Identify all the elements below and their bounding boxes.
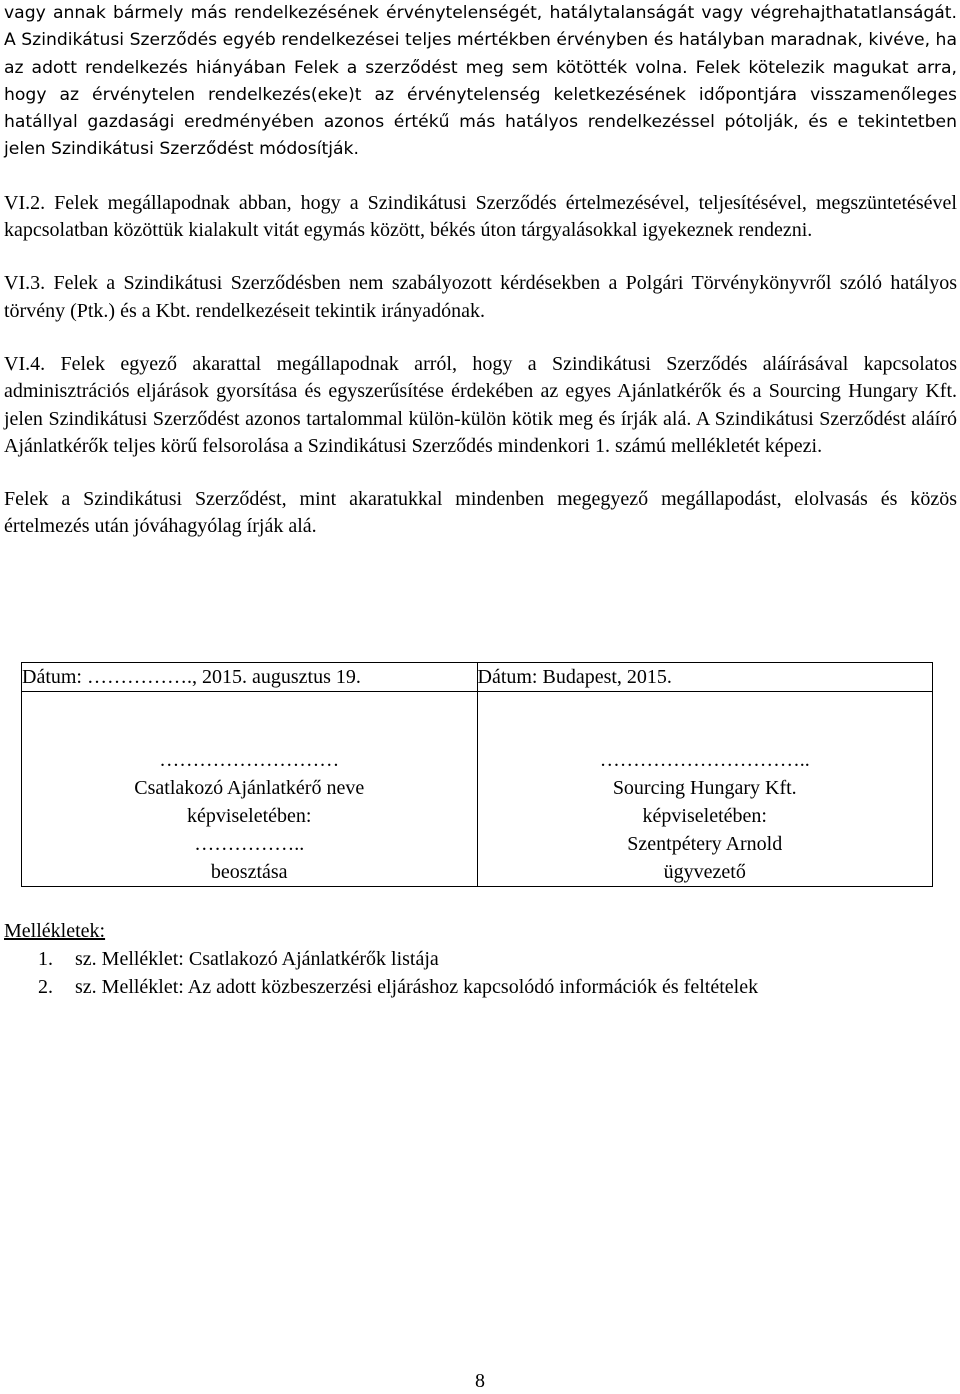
right-signature-block	[477, 692, 933, 887]
left-representative-line: ……………..	[194, 833, 305, 855]
left-representation: képviseletében:	[187, 805, 312, 827]
paragraph-vi-3: VI.3. Felek a Szindikátusi Szerződésben nem szabályozott kérdésekben a Polgári Törvénykönyvről szóló hatályos törvény (Ptk.) és a Kbt. rendelkezéseit tekintik irányadónak.	[4, 272, 957, 322]
right-signature-line: …………………………..	[599, 749, 810, 771]
right-signer-name: Sourcing Hungary Kft.	[612, 777, 797, 799]
paragraph-vi-4: VI.4. Felek egyező akarattal megállapodnak arról, hogy a Szindikátusi Szerződés aláírásával kapcsolatos adminisztrációs eljárások gyorsítása és egyszerűsítése érdekében az egyes Ajánlatkérők és a Sourcing Hungary Kft. jelen Szindikátusi Szerződést azonos tartalommal külön-külön kötik meg és írják alá. A Szindikátusi Szerződést aláíró Ajánlatkérők teljes körű felsorolása a Szindikátusi Szerződés mindenkori 1. számú mellékletét képezi.	[4, 352, 957, 457]
right-representation: képviseletében:	[642, 805, 767, 827]
left-signer-name: Csatlakozó Ajánlatkérő neve	[134, 777, 365, 799]
document-body	[4, 0, 957, 541]
right-date: Dátum: Budapest, 2015.	[477, 666, 672, 688]
attachments-section	[4, 917, 758, 1001]
left-position: beosztása	[210, 861, 288, 883]
paragraph-closing: Felek a Szindikátusi Szerződést, mint akaratukkal mindenben megegyező megállapodást, elolvasás és közös értelmezés után jóváhagyólag írják alá.	[4, 488, 957, 538]
attachment-item	[38, 945, 758, 973]
right-date-cell	[477, 663, 933, 692]
left-date: Dátum: ……………., 2015. augusztus 19.	[22, 666, 361, 688]
attachment-number: 1.	[38, 948, 53, 970]
right-position: ügyvezető	[663, 861, 746, 883]
left-date-cell	[22, 663, 478, 692]
page-number: 8	[475, 1370, 485, 1392]
attachment-number: 2.	[38, 976, 53, 998]
right-representative-name: Szentpétery Arnold	[627, 833, 783, 855]
signature-table	[21, 662, 933, 887]
left-signature-line: ………………………	[159, 749, 340, 771]
attachment-item	[38, 973, 758, 1001]
attachment-text: sz. Melléklet: Az adott közbeszerzési eljáráshoz kapcsolódó információk és feltételek	[75, 976, 759, 998]
attachments-title: Mellékletek:	[4, 920, 106, 942]
paragraph-vi-2: VI.2. Felek megállapodnak abban, hogy a Szindikátusi Szerződés értelmezésével, teljesítésével, megszüntetésével kapcsolatban közöttük kialakult vitát egymás között, békés úton tárgyalásokkal igyekeznek rendezni.	[4, 191, 957, 242]
attachment-text: sz. Melléklet: Csatlakozó Ajánlatkérők listája	[75, 948, 439, 970]
left-signature-block	[22, 692, 478, 887]
paragraph-invalidity: vagy annak bármely más rendelkezésének érvénytelenségét, hatálytalanságát vagy végrehajthatatlanságát. A Szindikátusi Szerződés egyéb rendelkezései teljes mértékben érvényben és hatályban maradnak, kivéve, ha az adott rendelkezés hiányában Felek a szerződést meg sem kötötték volna. Felek kötelezik magukat arra, hogy az érvénytelen rendelkezés(eke)t az érvénytelenség keletkezésének időpontjára visszamenőleges hatállyal gazdasági eredményében azonos értékű más hatályos rendelkezéssel pótolják, és e tekintetben jelen Szindikátusi Szerződést módosítják.	[4, 3, 957, 160]
